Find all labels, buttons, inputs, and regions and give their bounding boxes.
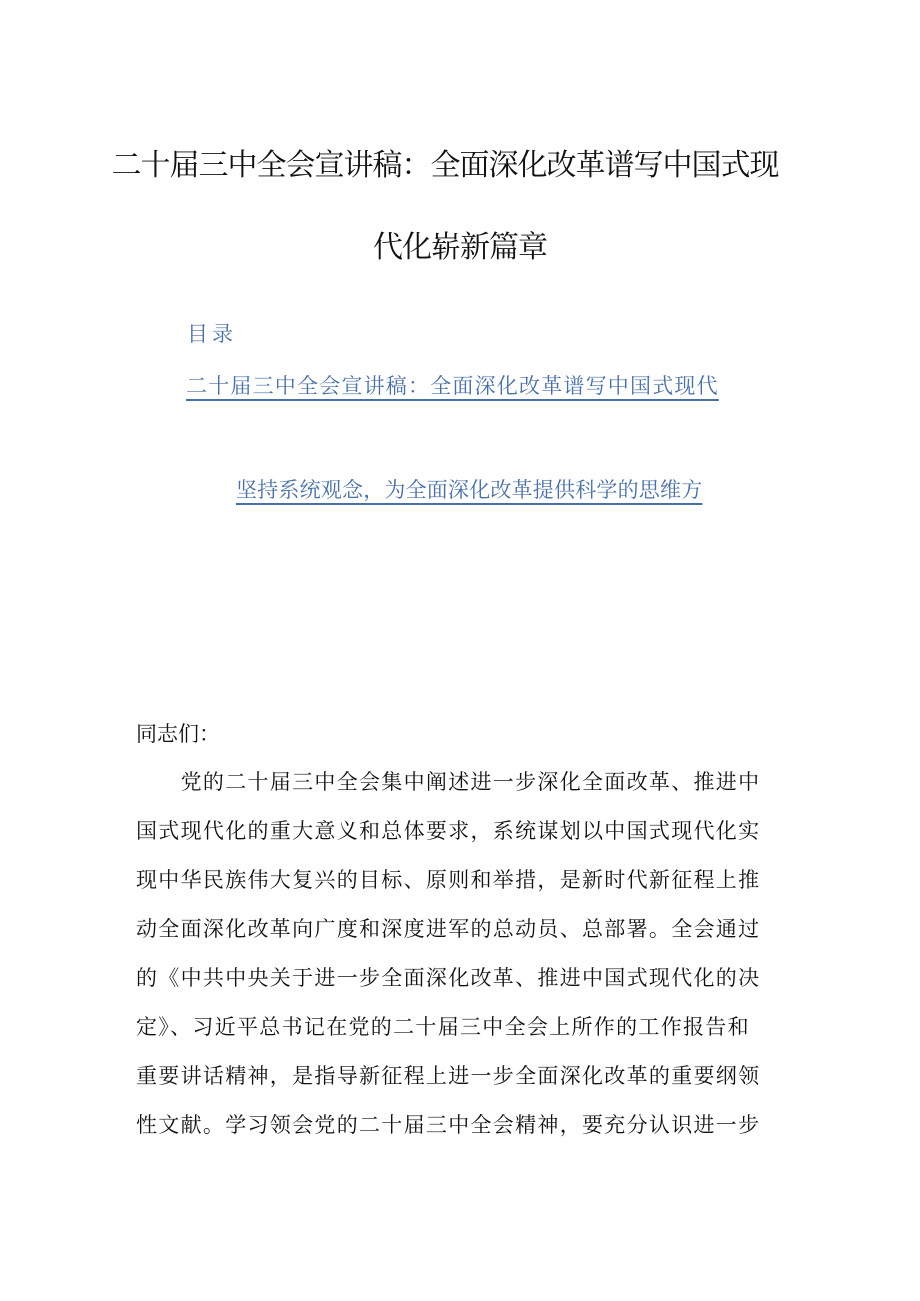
body-paragraph-line: 国式现代化的重大意义和总体要求，系统谋划以中国式现代化实 xyxy=(136,819,761,843)
document-title-line-2: 代化崭新篇章 xyxy=(373,230,547,265)
body-paragraph-line: 现中华民族伟大复兴的目标、原则和举措，是新时代新征程上推 xyxy=(136,868,761,892)
body-paragraph-line: 重要讲话精神，是指导新征程上进一步全面深化改革的重要纲领 xyxy=(136,1064,761,1088)
greeting: 同志们： xyxy=(136,722,220,746)
toc-entry-2[interactable]: 坚持系统观念，为全面深化改革提供科学的思维方 xyxy=(236,478,703,502)
toc-entry-1[interactable]: 二十届三中全会宣讲稿：全面深化改革谱写中国式现代 xyxy=(186,374,719,398)
body-paragraph-line: 动全面深化改革向广度和深度进军的总动员、总部署。全会通过 xyxy=(136,917,761,941)
body-paragraph-line: 性文献。学习领会党的二十届三中全会精神，要充分认识进一步 xyxy=(136,1113,761,1137)
document-title-line-1: 二十届三中全会宣讲稿：全面深化改革谱写中国式现 xyxy=(111,148,779,183)
body-paragraph-line: 党的二十届三中全会集中阐述进一步深化全面改革、推进中 xyxy=(136,770,761,794)
body-paragraph-line: 的《中共中央关于进一步全面深化改革、推进中国式现代化的决 xyxy=(136,966,761,990)
body-paragraph-line: 定》、习近平总书记在党的二十届三中全会上所作的工作报告和 xyxy=(136,1015,750,1039)
toc-heading: 目录 xyxy=(187,322,237,346)
